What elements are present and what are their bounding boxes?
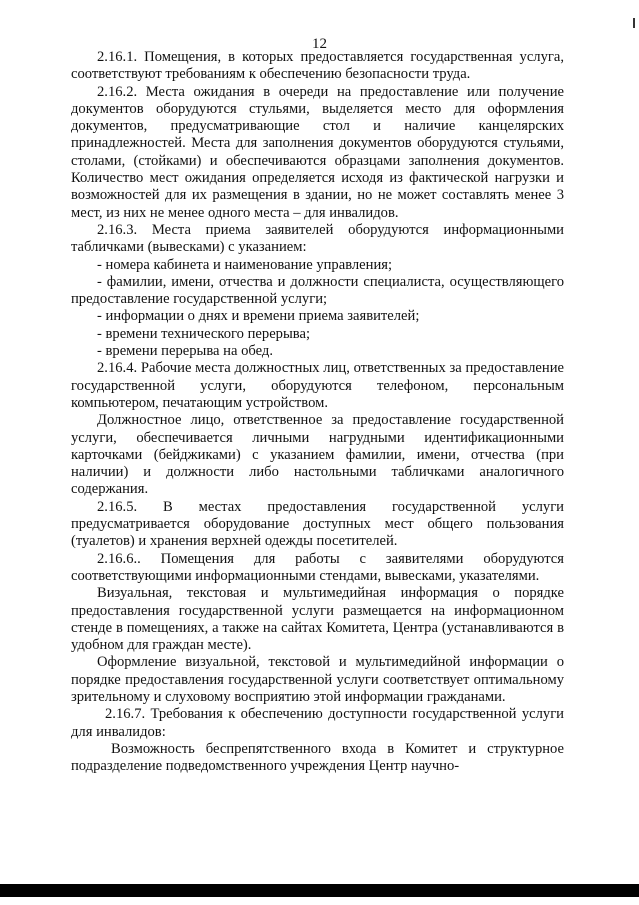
paragraph: 2.16.4. Рабочие места должностных лиц, ответственных за предоставление государственной услуги, оборудуются телефоном, персональным компьютером, печатающим устройством. (71, 360, 564, 411)
paragraph: 2.16.2. Места ожидания в очереди на предоставление или получение документов оборудуются стульями, выделяется место для оформления документов, предусматривающие стол и наличие канцелярских принадлежностей. Места для заполнения документов оборудуются стульями, столами, (стойками) и обеспечиваются образцами заполнения документов. Количество мест ожидания определяется исходя из фактической нагрузки и возможностей для их размещения в здании, но не может составлять менее 3 мест, из них не менее одного места – для инвалидов. (71, 83, 564, 221)
paragraph: Возможность беспрепятственного входа в Комитет и структурное подразделение подведомственного учреждения Центр научно- (71, 740, 564, 775)
paragraph: 2.16.1. Помещения, в которых предоставляется государственная услуга, соответствуют требованиям к обеспечению безопасности труда. (71, 49, 564, 83)
paragraph: - фамилии, имени, отчества и должности специалиста, осуществляющего предоставление государственной услуги; (71, 273, 564, 308)
paragraph: Должностное лицо, ответственное за предоставление государственной услуги, обеспечивается личными нагрудными идентификационными карточками (бейджиками) с указанием фамилии, имени, отчества (при наличии) и должности либо настольными табличками аналогичного содержания. (71, 412, 564, 498)
paragraph: 2.16.7. Требования к обеспечению доступности государственной услуги для инвалидов: (71, 706, 564, 740)
paragraph: 2.16.3. Места приема заявителей оборудуются информационными табличками (вывесками) с указанием: (71, 221, 564, 256)
document-body (71, 49, 564, 775)
paragraph: - времени технического перерыва; (97, 325, 310, 342)
scan-edge-mark (633, 18, 635, 28)
paragraph: 2.16.5. В местах предоставления государственной услуги предусматривается оборудование доступных мест общего пользования (туалетов) и хранения верхней одежды посетителей. (71, 498, 564, 550)
paragraph: Оформление визуальной, текстовой и мультимедийной информации о порядке предоставления государственной услуги соответствует оптимальному зрительному и слуховому восприятию этой информации гражданами. (71, 654, 564, 705)
paragraph: - информации о днях и времени приема заявителей; (97, 308, 420, 325)
paragraph: - номера кабинета и наименование управления; (97, 256, 393, 273)
paragraph: Визуальная, текстовая и мультимедийная информация о порядке предоставления государственной услуги размещается на информационном стенде в помещениях, а также на сайтах Комитета, Центра (устанавливаются в удобном для граждан месте). (71, 585, 564, 654)
paragraph: - времени перерыва на обед. (97, 343, 273, 360)
scan-bottom-border (0, 884, 639, 897)
page-number: 12 (312, 36, 327, 52)
paragraph: 2.16.6.. Помещения для работы с заявителями оборудуются соответствующими информационными стендами, вывесками, указателями. (71, 550, 564, 584)
